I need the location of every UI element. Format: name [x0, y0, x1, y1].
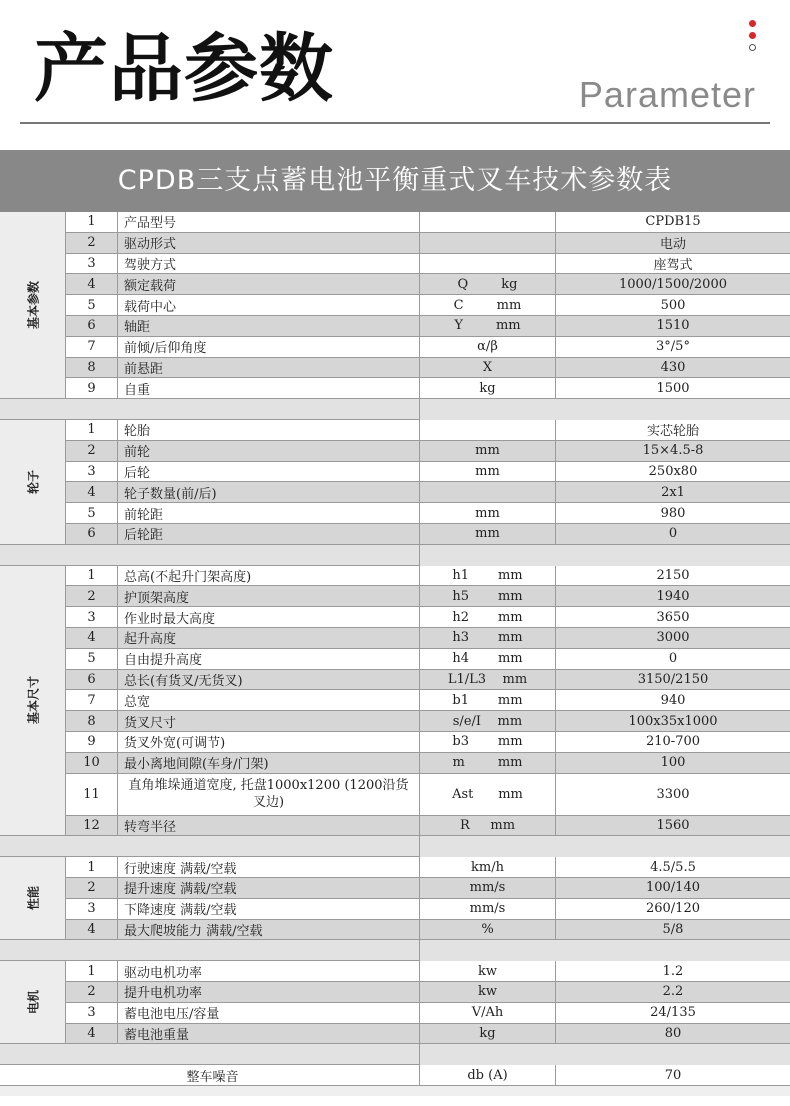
table-row — [0, 566, 790, 587]
param-value: 980 — [556, 503, 790, 524]
param-symbol-unit: Y mm — [420, 316, 556, 337]
table-row — [0, 670, 790, 691]
table-row — [0, 1024, 790, 1045]
table-row — [0, 690, 790, 711]
table-row — [0, 1003, 790, 1024]
param-name: 产品型号 — [118, 212, 420, 233]
row-number: 11 — [66, 774, 118, 816]
table-row — [0, 878, 790, 899]
param-name: 自重 — [118, 378, 420, 399]
group-label: 基本尺寸 — [26, 676, 41, 725]
table-row — [0, 982, 790, 1003]
param-name: 提升速度 满载/空载 — [118, 878, 420, 899]
row-number: 7 — [66, 337, 118, 358]
param-name: 轮子数量(前/后) — [118, 482, 420, 503]
group-label: 基本参数 — [26, 281, 41, 330]
param-value: 3650 — [556, 607, 790, 628]
param-name: 后轮距 — [118, 524, 420, 545]
table-row — [0, 482, 790, 503]
param-symbol-unit: % — [420, 920, 556, 941]
param-symbol-unit: mm/s — [420, 878, 556, 899]
group-label-cell — [0, 961, 66, 1044]
table-row — [0, 337, 790, 358]
section-spacer — [0, 836, 790, 857]
row-number: 6 — [66, 316, 118, 337]
table-row — [0, 441, 790, 462]
param-value: 3150/2150 — [556, 670, 790, 691]
param-symbol-unit — [420, 212, 556, 233]
param-symbol-unit: mm/s — [420, 899, 556, 920]
param-name: 直角堆垛通道宽度, 托盘1000x1200 (1200沿货叉边) — [118, 774, 420, 816]
param-value: 0 — [556, 524, 790, 545]
param-name: 蓄电池电压/容量 — [118, 1003, 420, 1024]
param-name: 驱动电机功率 — [118, 961, 420, 982]
section-spacer — [0, 940, 790, 961]
row-number: 6 — [66, 670, 118, 691]
param-symbol-unit: h4 mm — [420, 649, 556, 670]
param-value: 电动 — [556, 233, 790, 254]
page-title: 产品参数 — [34, 26, 334, 112]
param-value: 250x80 — [556, 462, 790, 483]
spec-table-title: CPDB三支点蓄电池平衡重式叉车技术参数表 — [0, 150, 790, 212]
param-name: 货叉尺寸 — [118, 711, 420, 732]
param-symbol-unit — [420, 420, 556, 441]
param-symbol-unit: b1 mm — [420, 690, 556, 711]
row-number: 6 — [66, 524, 118, 545]
param-value: 3000 — [556, 628, 790, 649]
param-name: 最大爬坡能力 满载/空载 — [118, 920, 420, 941]
spacer-cell — [0, 836, 420, 857]
param-symbol-unit: km/h — [420, 857, 556, 878]
group-label: 性能 — [26, 886, 41, 911]
param-value: 2150 — [556, 566, 790, 587]
param-name: 总长(有货叉/无货叉) — [118, 670, 420, 691]
row-number: 4 — [66, 274, 118, 295]
param-symbol-unit: kg — [420, 378, 556, 399]
param-value: 0 — [556, 649, 790, 670]
param-value: 1000/1500/2000 — [556, 274, 790, 295]
param-value: 260/120 — [556, 899, 790, 920]
row-number: 2 — [66, 878, 118, 899]
table-row — [0, 358, 790, 379]
param-name: 前轮 — [118, 441, 420, 462]
param-name: 额定载荷 — [118, 274, 420, 295]
param-symbol-unit: X — [420, 358, 556, 379]
param-name: 前轮距 — [118, 503, 420, 524]
param-name: 自由提升高度 — [118, 649, 420, 670]
spacer-cell — [0, 1044, 420, 1065]
param-name: 护顶架高度 — [118, 586, 420, 607]
param-name: 总宽 — [118, 690, 420, 711]
param-value: 15×4.5-8 — [556, 441, 790, 462]
row-number: 1 — [66, 857, 118, 878]
table-row — [0, 732, 790, 753]
row-number: 2 — [66, 586, 118, 607]
param-symbol-unit: mm — [420, 524, 556, 545]
param-value: 100x35x1000 — [556, 711, 790, 732]
param-name: 行驶速度 满载/空载 — [118, 857, 420, 878]
group-label: 电机 — [26, 990, 41, 1015]
row-number: 2 — [66, 233, 118, 254]
param-symbol-unit: h3 mm — [420, 628, 556, 649]
param-value: 430 — [556, 358, 790, 379]
table-row — [0, 711, 790, 732]
param-value: 1510 — [556, 316, 790, 337]
param-symbol-unit: h1 mm — [420, 566, 556, 587]
row-number: 3 — [66, 254, 118, 275]
table-row — [0, 586, 790, 607]
menu-dots-icon — [748, 20, 758, 56]
table-row — [0, 816, 790, 837]
param-name: 作业时最大高度 — [118, 607, 420, 628]
table-row — [0, 503, 790, 524]
param-symbol-unit: Ast mm — [420, 774, 556, 816]
param-name: 载荷中心 — [118, 295, 420, 316]
group-label-cell — [0, 212, 66, 399]
row-number: 2 — [66, 441, 118, 462]
param-name: 蓄电池重量 — [118, 1024, 420, 1045]
table-row — [0, 607, 790, 628]
param-value: CPDB15 — [556, 212, 790, 233]
param-name: 起升高度 — [118, 628, 420, 649]
param-symbol-unit — [420, 482, 556, 503]
param-value: 2x1 — [556, 482, 790, 503]
spacer-cell — [0, 940, 420, 961]
row-number: 5 — [66, 649, 118, 670]
row-number: 9 — [66, 732, 118, 753]
table-row — [0, 274, 790, 295]
param-value: 3300 — [556, 774, 790, 816]
row-number: 9 — [66, 378, 118, 399]
table-row — [0, 462, 790, 483]
param-symbol-unit: m mm — [420, 753, 556, 774]
param-symbol-unit — [420, 233, 556, 254]
param-name: 轮胎 — [118, 420, 420, 441]
param-value: 1940 — [556, 586, 790, 607]
row-number: 3 — [66, 607, 118, 628]
param-name: 轴距 — [118, 316, 420, 337]
row-number: 2 — [66, 982, 118, 1003]
table-row — [0, 233, 790, 254]
group-label-cell — [0, 420, 66, 545]
table-row-noise — [0, 1065, 790, 1086]
row-number: 3 — [66, 1003, 118, 1024]
table-row — [0, 316, 790, 337]
param-value: 2.2 — [556, 982, 790, 1003]
param-value: 70 — [556, 1065, 790, 1086]
row-number: 4 — [66, 920, 118, 941]
table-row — [0, 774, 790, 816]
table-row — [0, 254, 790, 275]
row-number: 3 — [66, 899, 118, 920]
param-symbol-unit: mm — [420, 441, 556, 462]
row-number: 4 — [66, 1024, 118, 1045]
param-symbol-unit: kg — [420, 1024, 556, 1045]
param-symbol-unit — [420, 254, 556, 275]
param-symbol-unit: mm — [420, 462, 556, 483]
table-row — [0, 753, 790, 774]
table-row — [0, 899, 790, 920]
row-number: 10 — [66, 753, 118, 774]
row-number: 4 — [66, 482, 118, 503]
param-symbol-unit: R mm — [420, 816, 556, 837]
row-number: 1 — [66, 566, 118, 587]
param-value: 5/8 — [556, 920, 790, 941]
param-symbol-unit: db (A) — [420, 1065, 556, 1086]
param-value: 1560 — [556, 816, 790, 837]
param-value: 24/135 — [556, 1003, 790, 1024]
header-divider — [20, 122, 770, 124]
param-value: 1500 — [556, 378, 790, 399]
param-symbol-unit: V/Ah — [420, 1003, 556, 1024]
group-label-cell — [0, 857, 66, 940]
table-row — [0, 649, 790, 670]
spacer-cell — [0, 545, 420, 566]
param-name: 前悬距 — [118, 358, 420, 379]
row-number: 1 — [66, 961, 118, 982]
param-value: 座驾式 — [556, 254, 790, 275]
param-symbol-unit: b3 mm — [420, 732, 556, 753]
param-value: 3°/5° — [556, 337, 790, 358]
spec-sheet — [0, 150, 790, 1096]
table-row — [0, 295, 790, 316]
row-number: 1 — [66, 420, 118, 441]
row-number: 8 — [66, 711, 118, 732]
row-number: 8 — [66, 358, 118, 379]
param-name: 转弯半径 — [118, 816, 420, 837]
row-number: 4 — [66, 628, 118, 649]
param-value: 实芯轮胎 — [556, 420, 790, 441]
param-value: 500 — [556, 295, 790, 316]
param-symbol-unit: h2 mm — [420, 607, 556, 628]
section-spacer — [0, 399, 790, 420]
param-symbol-unit: L1/L3 mm — [420, 670, 556, 691]
page-header — [0, 0, 790, 124]
param-value: 80 — [556, 1024, 790, 1045]
table-row — [0, 961, 790, 982]
table-row — [0, 628, 790, 649]
table-row — [0, 920, 790, 941]
param-value: 940 — [556, 690, 790, 711]
row-number: 3 — [66, 462, 118, 483]
row-number: 5 — [66, 295, 118, 316]
row-number: 7 — [66, 690, 118, 711]
param-name: 前倾/后仰角度 — [118, 337, 420, 358]
table-row — [0, 524, 790, 545]
param-name: 提升电机功率 — [118, 982, 420, 1003]
param-value: 4.5/5.5 — [556, 857, 790, 878]
group-label: 轮子 — [26, 469, 41, 494]
group-label-cell — [0, 566, 66, 837]
param-name: 后轮 — [118, 462, 420, 483]
param-name: 货叉外宽(可调节) — [118, 732, 420, 753]
param-symbol-unit: s/e/I mm — [420, 711, 556, 732]
table-row — [0, 420, 790, 441]
param-value: 1.2 — [556, 961, 790, 982]
param-symbol-unit: α/β — [420, 337, 556, 358]
table-row — [0, 212, 790, 233]
param-symbol-unit: C mm — [420, 295, 556, 316]
section-spacer — [0, 545, 790, 566]
param-name: 驱动形式 — [118, 233, 420, 254]
param-name: 下降速度 满载/空载 — [118, 899, 420, 920]
section-spacer — [0, 1044, 790, 1065]
table-row — [0, 857, 790, 878]
param-symbol-unit: kw — [420, 982, 556, 1003]
param-name: 整车噪音 — [0, 1065, 420, 1086]
page-subtitle: Parameter — [578, 74, 756, 115]
row-number: 5 — [66, 503, 118, 524]
row-number: 1 — [66, 212, 118, 233]
param-symbol-unit: mm — [420, 503, 556, 524]
param-name: 总高(不起升门架高度) — [118, 566, 420, 587]
param-symbol-unit: kw — [420, 961, 556, 982]
param-value: 100/140 — [556, 878, 790, 899]
param-symbol-unit: h5 mm — [420, 586, 556, 607]
table-row — [0, 378, 790, 399]
param-name: 驾驶方式 — [118, 254, 420, 275]
param-name: 最小离地间隙(车身/门架) — [118, 753, 420, 774]
param-value: 100 — [556, 753, 790, 774]
param-symbol-unit: Q kg — [420, 274, 556, 295]
spacer-cell — [0, 399, 420, 420]
param-value: 210-700 — [556, 732, 790, 753]
row-number: 12 — [66, 816, 118, 837]
